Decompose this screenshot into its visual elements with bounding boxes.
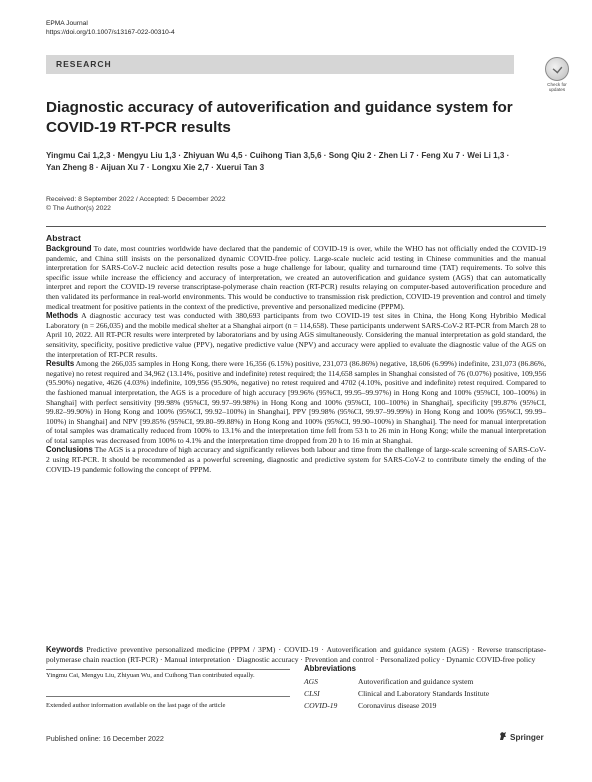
article-dates [46,195,225,213]
results-text: Among the 266,035 samples in Hong Kong, there were 16,356 (6.15%) positive, 231,073 (86.86%) negative, 18,606 (6.99%) indefinite, 231,073 (86.86%, negative) no retest required and 34,962 (13.14%, positive and indefinite) retest required; the 114,658 samples in Shanghai consisted of 76 (0.07%) positive, 109,956 (95.90%) negative, 4626 (4.03%) indefinite, 109,956 (95.90%, negative) no retest required and 4702 (4.10%, positive and indefinite) retest required. Compared to the fashioned manual interpretation, the AGS is a procedure of high accuracy [99.96% (95%CI, 99.95–99.97%) in Hong Kong and 100% (95%CI, 100–100%) in Shanghai] with perfect sensitivity [99.98% (95%CI, 99.97–99.98%) in Hong Kong and 100% (95%CI, 100–100%) in Shanghai], specificity [99.87% (95%CI, 99.82–99.90%) in Hong Kong and 100% (95%CI, 99.92–100%) in Shanghai], PPV [99.98% (95%CI, 99.97–99.99%) in Hong Kong and 100% (95%CI, 99.99–100%) in Shanghai] and NPV [99.85% (95%CI, 99.80–99.88%) in Hong Kong and 100% (95%CI, 99.90–100%) in Shanghai]. The need for manual interpretation of total samples was dramatically reduced from 100% to 13.1% and the interpretation time fell from 53 h to 26 min in Hong Kong; while the manual interpretation of total samples was decreased from 100% to 4.1% and the interpretation time dropped from 20 h to 16 min at Shanghai. [46,359,546,445]
springer-horse-icon [498,731,508,741]
results-paragraph [46,359,546,445]
conclusions-text: The AGS is a procedure of high accuracy and significantly relieves both labour and time from the challenge of large-scale screening of SARS-CoV-2 using RT-PCR. It should be recommended as a powerful screening, diagnostic and predictive system for SARS-CoV-2 to contribute timely the ending of the COVID-19 pandemic following the concept of PPPM. [46,445,546,474]
abbreviation-term: AGS [304,677,318,686]
publisher-logo [498,731,544,742]
check-for-updates-badge[interactable] [541,57,573,91]
methods-label: Methods [46,311,79,321]
background-text: To date, most countries worldwide have declared that the pandemic of COVID-19 is over, while the WHO has not officially ended the COVID-19 pandemic, and China still insists on the personalized dynamic COVID-free policy. Large-scale nucleic acid testing in Chinese communities and the manual interpretation for SARS-CoV-2 nucleic acid detection results pose a huge challenge for labour, quality and turnaround time (TAT) requirements. To solve this specific issue while increase the efficiency and accuracy of interpretation, we created an autoverification and guidance system (AGS) that can automatically interpret and report the COVID-19 reverse transcriptase-polymerase chain reaction (RT-PCR) results relaying on computer-based autoverification procedure and then validated its performance in real-world environments. This would be conductive to transmission risk prediction, COVID-19 prevention and control and timely medical treatment for positive patients in the context of the predictive, preventive and personalized medicine (PPPM). [46,244,546,311]
section-label: RESEARCH [56,59,112,69]
doi-link[interactable]: https://doi.org/10.1007/s13167-022-00310-4 [46,29,175,36]
methods-paragraph [46,311,546,359]
footnote-divider [46,669,290,670]
abbreviation-definition: Coronavirus disease 2019 [358,701,437,710]
abstract-heading: Abstract [46,233,81,243]
check-updates-label: Check for updates [547,82,567,92]
abbreviation-term: CLSI [304,689,320,698]
author-line: Yingmu Cai 1,2,3 · Mengyu Liu 1,3 · Zhiyuan Wu 4,5 · Cuihong Tian 3,5,6 · Song Qiu 2 · Zhen Li 7 · Feng Xu 7 · Wei Li 1,3 · [46,151,510,160]
received-accepted: Received: 8 September 2022 / Accepted: 5 December 2022 [46,196,226,203]
extended-info-note: Extended author information available on the last page of the article [46,702,226,709]
abbreviation-term: COVID-19 [304,701,338,710]
conclusions-label: Conclusions [46,445,93,455]
published-date: Published online: 16 December 2022 [46,734,164,743]
results-label: Results [46,359,75,369]
abbreviations-heading: Abbreviations [304,664,356,673]
keywords [46,645,546,664]
background-label: Background [46,244,92,253]
author-line: Yan Zheng 8 · Aijuan Xu 7 · Longxu Xie 2,7 · Xuerui Tan 3 [46,163,265,172]
journal-header [46,19,175,37]
equal-contribution-note: Yingmu Cai, Mengyu Liu, Zhiyuan Wu, and Cuihong Tian contributed equally. [46,672,255,679]
abbreviation-definition: Clinical and Laboratory Standards Institute [358,689,490,698]
keywords-text: Predictive preventive personalized medicine (PPPM / 3PM) · COVID-19 · Autoverification and guidance system (AGS) · Reverse transcriptase-polymerase chain reaction (RT-PCR) · Manual interpretation · Diagnostic accuracy · Prevention and control · Personalized policy · Dynamic COVID-free policy [46,645,546,664]
conclusions-paragraph [46,445,546,474]
journal-name: EPMA Journal [46,20,88,27]
author-list [46,150,526,174]
article-title: Diagnostic accuracy of autoverification and guidance system for COVID-19 RT-PCR results [46,99,513,136]
abbreviation-definition: Autoverification and guidance system [358,677,474,686]
footnote-divider [46,696,290,697]
publisher-name: Springer [510,733,544,742]
methods-text: A diagnostic accuracy test was conducted with 380,693 participants from two COVID-19 test sites in China, the Hong Kong Hybribio Medical Laboratory (n = 266,035) and the mobile medical shelter at a Shanghai airport (n = 114,658). These participants underwent SARS-CoV-2 RT-PCR from March 28 to April 10, 2022. All RT-PCR results were interpreted by laboratorians and by using AGS simultaneously. Considering the manual interpretation as gold standard, the sensitivity, specificity, positive predictive value (PPV), negative predictive value (NPV) and accuracy were applied to evaluate the diagnostic value of the AGS on the interpretation of RT-PCR results. [46,311,546,359]
abstract-body [46,244,546,474]
divider [46,226,546,227]
section-bar [46,55,514,74]
copyright: © The Author(s) 2022 [46,205,111,212]
keywords-label: Keywords [46,645,84,654]
check-updates-icon [545,57,569,81]
background-paragraph [46,244,546,311]
